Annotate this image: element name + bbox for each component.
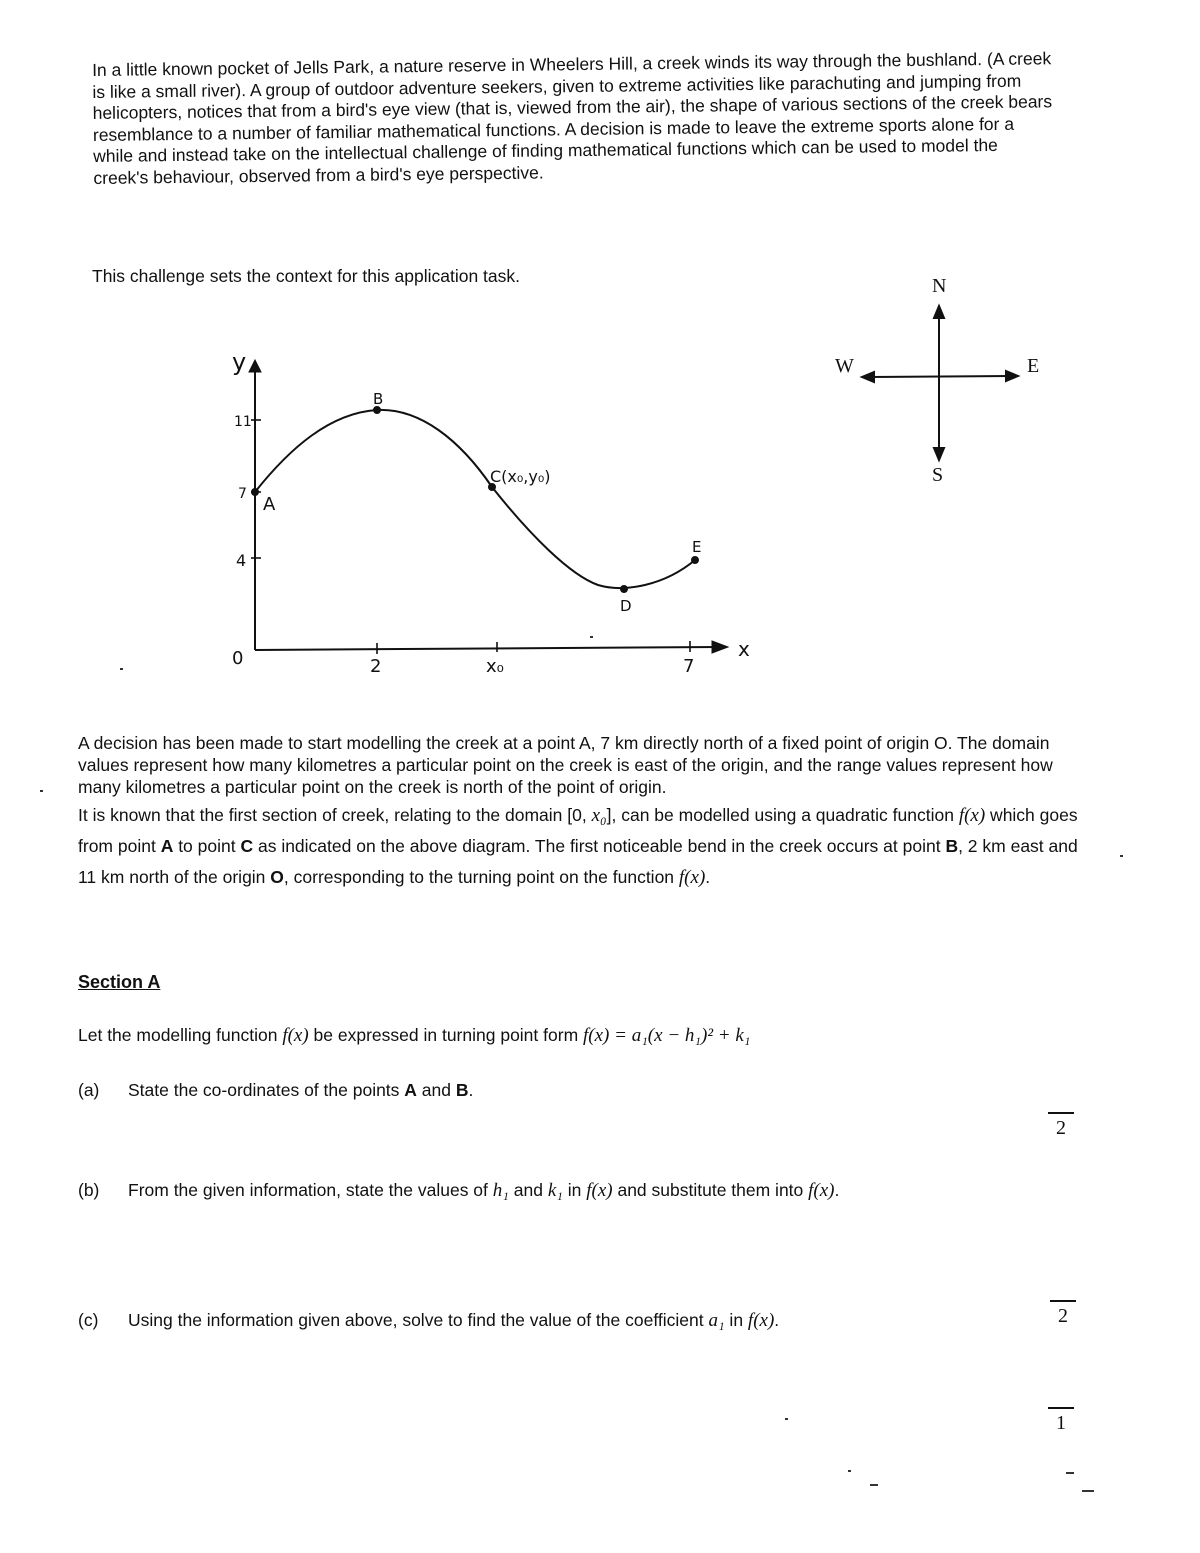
- compass-label-west: W: [835, 355, 854, 377]
- scan-speck: [870, 1484, 878, 1486]
- scan-speck: [120, 668, 123, 670]
- x-tick-label-2: 2: [370, 656, 382, 677]
- y-axis-arrow: [249, 360, 261, 372]
- point-label-D: D: [620, 597, 632, 615]
- question-b: (b) From the given information, state the values of h₁ and k₁ in f(x) and substitute them into f(x).: [78, 1180, 840, 1201]
- point-A: [252, 489, 259, 496]
- section-prompt: Let the modelling function f(x) be expressed in turning point form f(x) = a₁(x − h₁)² + k₁: [78, 1025, 751, 1046]
- scan-speck: [1066, 1472, 1074, 1474]
- mark-box-a: 2: [1048, 1112, 1074, 1140]
- point-label-E: E: [692, 538, 702, 556]
- compass: [862, 306, 1018, 460]
- point-D: [621, 586, 628, 593]
- compass-label-east: E: [1027, 355, 1040, 377]
- x-tick-label-7: 7: [683, 656, 695, 677]
- section-title: Section A: [78, 972, 161, 992]
- x-tick-label-x0: x₀: [486, 656, 504, 677]
- creek-curve: [255, 410, 695, 588]
- description-paragraph-1: A decision has been made to start modelling the creek at a point A, 7 km directly north of a fixed point of origin O. The domain values represent how many kilometres a particular point on the creek is east of the origin, and the range values represent how many kilometres a particular point on the creek is north of the point of origin.: [78, 733, 1053, 797]
- point-label-A: A: [263, 494, 276, 515]
- compass-label-north: N: [932, 275, 947, 297]
- compass-arrow-east: [1006, 371, 1018, 381]
- intro-paragraph: In a little known pocket of Jells Park, a nature reserve in Wheelers Hill, a creek winds its way through the bushland. (A creek is like a small river). A group of outdoor adventure seekers, given to extreme activities like parachuting and jumping from helicopters, notices that from a bird's eye view (that is, viewed from the air), the shape of various sections of the creek bears resemblance to a number of familiar mathematical functions. A decision is made to leave the extreme sports alone for a while and instead take on the intellectual challenge of finding mathematical functions which can be used to model the creek's behaviour, observed from a bird's eye perspective.: [92, 48, 1053, 188]
- scan-speck: [40, 790, 43, 792]
- scan-speck: [590, 636, 593, 638]
- x-axis: [255, 647, 720, 650]
- question-c: (c) Using the information given above, solve to find the value of the coefficient a₁ in f(x).: [78, 1310, 780, 1331]
- origin-label: 0: [232, 648, 244, 669]
- mark-box-b: 2: [1050, 1300, 1076, 1328]
- x-axis-arrow: [712, 641, 728, 653]
- description: [78, 732, 1098, 893]
- mark-box-c: 1: [1048, 1407, 1074, 1435]
- compass-ew-line: [868, 376, 1012, 377]
- compass-label-south: S: [932, 464, 944, 486]
- compass-arrow-west: [862, 372, 874, 382]
- point-E: [692, 557, 699, 564]
- description-paragraph-2: It is known that the first section of creek, relating to the domain [0, x₀], can be modelled using a quadratic function f(x) which goes from point A to point C as indicated on the above diagram. The first noticeable bend in the creek occurs at point B, 2 km east and 11 km north of the origin O, corresponding to the turning point on the function f(x).: [78, 805, 1078, 888]
- scan-speck: [1082, 1490, 1094, 1492]
- challenge-text: This challenge sets the context for this application task.: [92, 266, 521, 286]
- y-axis-label: y: [232, 348, 247, 376]
- x-axis-label: x: [738, 637, 750, 661]
- graph: [249, 360, 728, 654]
- turning-point-formula: f(x) = a₁(x − h₁)² + k₁: [583, 1025, 751, 1046]
- scan-speck: [785, 1418, 788, 1420]
- y-tick-label-7: 7: [238, 486, 247, 502]
- question-a: (a) State the co-ordinates of the points A and B.: [78, 1080, 474, 1100]
- point-label-C: C(x₀,y₀): [490, 467, 551, 486]
- scan-speck: [848, 1470, 851, 1472]
- compass-arrow-north: [934, 306, 944, 318]
- scan-speck: [1120, 855, 1123, 857]
- y-tick-label-4: 4: [236, 551, 247, 570]
- y-tick-label-11: 11: [234, 414, 252, 430]
- compass-arrow-south: [934, 448, 944, 460]
- point-label-B: B: [373, 390, 384, 408]
